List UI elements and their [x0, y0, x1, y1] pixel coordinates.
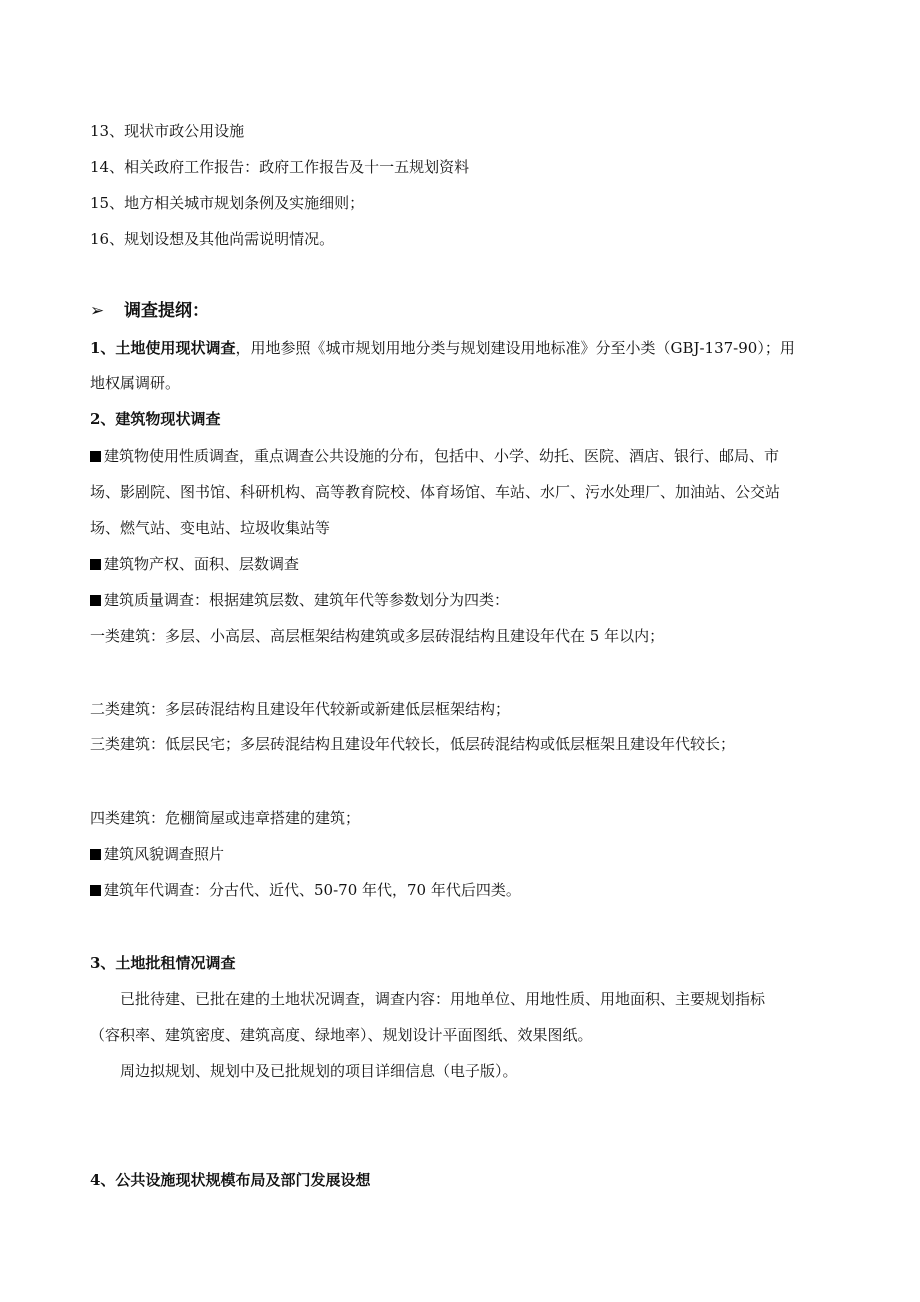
paragraph-text: 建筑物产权、面积、层数调查 — [104, 555, 300, 573]
class-4-text: 四类建筑：危棚简屋或违章搭建的建筑； — [90, 809, 361, 827]
bullet-line — [90, 554, 299, 574]
list-item: 15、地方相关城市规划条例及实施细则； — [90, 194, 365, 212]
section-3-paragraph-2: 周边拟规划、规划中及已批规划的项目详细信息（电子版）。 — [120, 1062, 518, 1080]
square-bullet-icon — [90, 885, 101, 896]
outline-heading — [90, 301, 209, 321]
square-bullet-icon — [90, 451, 101, 462]
list-item: 13、现状市政公用设施 — [90, 122, 245, 140]
section-3-heading: 3、土地批租情况调查 — [90, 954, 236, 972]
section-4-heading: 4、公共设施现状规模布局及部门发展设想 — [90, 1171, 371, 1189]
section-3-paragraph-1: 已批待建、已批在建的土地状况调查，调查内容：用地单位、用地性质、用地面积、主要规划指标 — [120, 990, 766, 1008]
square-bullet-icon — [90, 595, 101, 606]
bullet-line — [90, 446, 779, 466]
paragraph-text: 建筑物使用性质调查，重点调查公共设施的分布，包括中、小学、幼托、医院、酒店、银行、邮局、市 — [104, 447, 780, 465]
bullet-line — [90, 844, 224, 864]
paragraph-text: 场、燃气站、变电站、垃圾收集站等 — [90, 519, 331, 537]
section-2-heading: 2、建筑物现状调查 — [90, 410, 221, 428]
square-bullet-icon — [90, 849, 101, 860]
list-item: 16、规划设想及其他尚需说明情况。 — [90, 230, 335, 248]
class-1-text: 一类建筑：多层、小高层、高层框架结构建筑或多层砖混结构且建设年代在 5 年以内； — [90, 627, 665, 645]
section-3-paragraph-1-cont: （容积率、建筑密度、建筑高度、绿地率）、规划设计平面图纸、效果图纸。 — [90, 1026, 593, 1044]
square-bullet-icon — [90, 559, 101, 570]
outline-title: 调查提纲： — [124, 301, 209, 321]
bullet-line — [90, 880, 521, 900]
section-1-heading: 1、土地使用现状调查 — [90, 339, 236, 357]
paragraph-text: 建筑风貌调查照片 — [104, 845, 225, 863]
paragraph-text: 场、影剧院、图书馆、科研机构、高等教育院校、体育场馆、车站、水厂、污水处理厂、加油站、公交站 — [90, 483, 781, 501]
section-1-line-1 — [90, 338, 795, 358]
class-3-text: 三类建筑：低层民宅；多层砖混结构且建设年代较长，低层砖混结构或低层框架且建设年代较长； — [90, 735, 736, 753]
paragraph-text: 建筑年代调查：分古代、近代、50-70 年代，70 年代后四类。 — [104, 881, 521, 899]
paragraph-text: 建筑质量调查：根据建筑层数、建筑年代等参数划分为四类： — [104, 591, 510, 609]
section-1-line-2: 地权属调研。 — [90, 374, 181, 392]
bullet-line — [90, 590, 509, 610]
arrow-bullet-icon: ➢ — [90, 301, 105, 321]
class-2-text: 二类建筑：多层砖混结构且建设年代较新或新建低层框架结构； — [90, 700, 511, 718]
list-item: 14、相关政府工作报告：政府工作报告及十一五规划资料 — [90, 158, 470, 176]
section-1-text: ，用地参照《城市规划用地分类与规划建设用地标准》分至小类（GBJ-137-90）；用 — [235, 339, 795, 357]
